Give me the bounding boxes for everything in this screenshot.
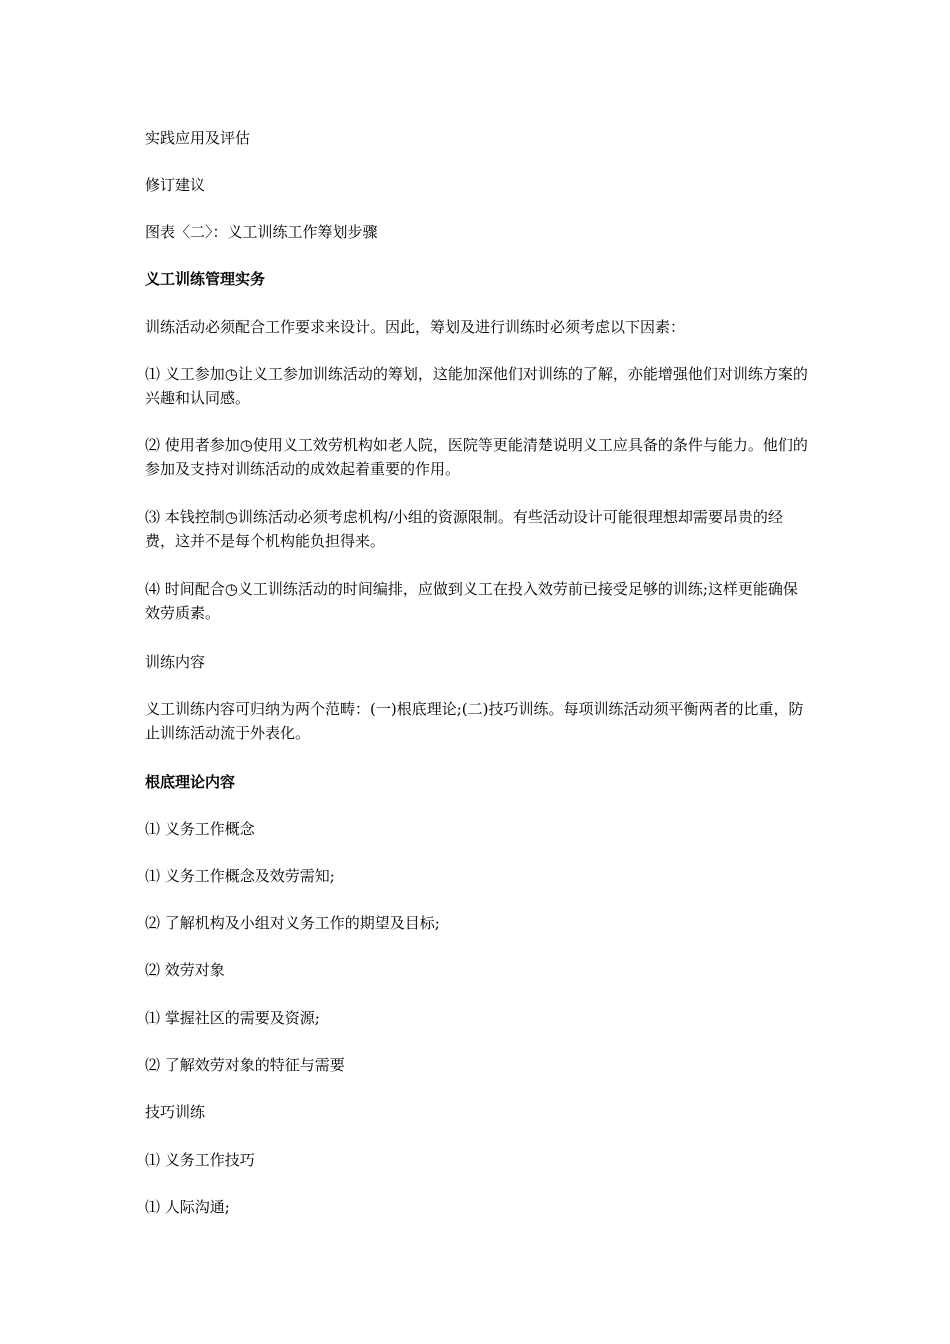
- paragraph-1: 实践应用及评估: [145, 129, 251, 147]
- paragraph-11: 义工训练内容可归纳为两个范畴：(一)根底理论;(二)技巧训练。每项训练活动须平衡两者的比重，防止训练活动流于外表化。: [145, 700, 804, 742]
- section-heading-management: 义工训练管理实务: [145, 270, 266, 288]
- paragraph-19: 技巧训练: [145, 1103, 206, 1121]
- paragraph-8: ⑶ 本钱控制◷训练活动必须考虑机构/小组的资源限制。有些活动设计可能很理想却需要昂贵的经费，这并不是每个机构能负担得来。: [145, 508, 783, 550]
- paragraph-15: ⑵ 了解机构及小组对义务工作的期望及目标;: [145, 914, 440, 932]
- paragraph-6: ⑴ 义工参加◷让义工参加训练活动的筹划，这能加深他们对训练的了解，亦能增强他们对训练方案的兴趣和认同感。: [145, 365, 808, 407]
- paragraph-14: ⑴ 义务工作概念及效劳需知;: [145, 867, 335, 885]
- paragraph-18: ⑵ 了解效劳对象的特征与需要: [145, 1056, 345, 1074]
- paragraph-21: ⑴ 人际沟通;: [145, 1198, 230, 1216]
- paragraph-7: ⑵ 使用者参加◷使用义工效劳机构如老人院，医院等更能清楚说明义工应具备的条件与能力。他们的参加及支持对训练活动的成效起着重要的作用。: [145, 436, 808, 478]
- paragraph-13: ⑴ 义务工作概念: [145, 820, 255, 838]
- paragraph-2: 修订建议: [145, 176, 206, 194]
- paragraph-3: 图表〈二〉：义工训练工作筹划步骤: [145, 223, 378, 241]
- paragraph-10: 训练内容: [145, 653, 206, 671]
- paragraph-16: ⑵ 效劳对象: [145, 961, 225, 979]
- paragraph-5: 训练活动必须配合工作要求来设计。因此，筹划及进行训练时必须考虑以下因素：: [145, 318, 686, 336]
- paragraph-9: ⑷ 时间配合◷义工训练活动的时间编排，应做到义工在投入效劳前已接受足够的训练;这样更能确保效劳质素。: [145, 580, 798, 622]
- paragraph-17: ⑴ 掌握社区的需要及资源;: [145, 1009, 320, 1027]
- paragraph-20: ⑴ 义务工作技巧: [145, 1151, 255, 1169]
- section-heading-basic-theory: 根底理论内容: [145, 773, 236, 791]
